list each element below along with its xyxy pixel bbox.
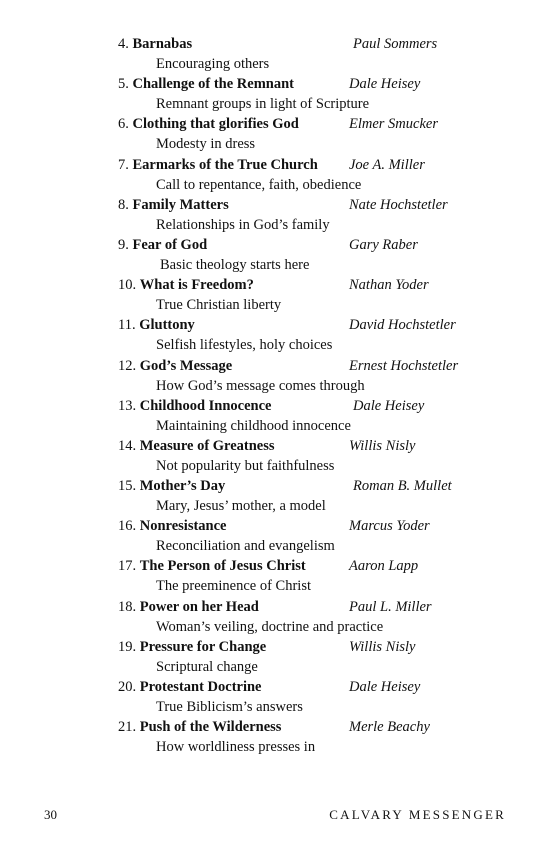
entry-heading: [118, 476, 225, 496]
entry-description: Woman’s veiling, doctrine and practice: [156, 618, 384, 635]
entry-number: 15.: [118, 478, 137, 495]
entry-heading: [118, 74, 294, 94]
entry-author: Aaron Lapp: [349, 558, 419, 575]
entry-title: Push of the Wilderness: [139, 719, 282, 736]
entry-author: Elmer Smucker: [349, 116, 438, 133]
entry-author: Nathan Yoder: [349, 277, 429, 294]
entry-description: Selfish lifestyles, holy choices: [156, 337, 333, 354]
entry-number: 16.: [118, 518, 137, 535]
entry-heading: [118, 275, 254, 295]
entry-title: Power on her Head: [139, 598, 259, 615]
list-item: [118, 275, 538, 315]
entry-title: God’s Message: [139, 357, 233, 374]
list-item: [118, 195, 538, 235]
list-item: [118, 597, 538, 637]
entry-title: Clothing that glorifies God: [132, 116, 299, 133]
entry-number: 20.: [118, 679, 137, 695]
entry-heading: [118, 556, 306, 576]
entry-description: Reconciliation and evangelism: [156, 538, 335, 555]
list-item: [118, 677, 538, 717]
list-item: [118, 717, 538, 757]
entry-author: Willis Nisly: [349, 638, 416, 655]
list-item: [118, 516, 538, 556]
entry-author: Paul L. Miller: [349, 598, 432, 615]
entry-title: Gluttony: [139, 317, 195, 334]
entry-author: Nate Hochstetler: [349, 196, 448, 213]
list-item: [118, 476, 538, 516]
entry-description: Call to repentance, faith, obedience: [156, 176, 362, 193]
entry-title: Fear of God: [132, 236, 208, 253]
entry-title: Childhood Innocence: [139, 397, 272, 414]
list-item: [118, 556, 538, 596]
list-item: [118, 114, 538, 154]
page-number: 30: [44, 807, 57, 822]
entry-number: 8.: [118, 196, 129, 213]
entry-heading: [118, 597, 259, 617]
entry-number: 4.: [118, 36, 129, 52]
entry-description: Not popularity but faithfulness: [156, 457, 335, 474]
entry-author: Dale Heisey: [349, 76, 421, 93]
entry-description: True Biblicism’s answers: [156, 699, 303, 715]
entry-number: 11.: [118, 317, 136, 334]
list-item: [118, 637, 538, 677]
entry-number: 5.: [118, 76, 129, 93]
entry-author: Dale Heisey: [349, 679, 421, 695]
list-item: [118, 74, 538, 114]
entry-title: Earmarks of the True Church: [132, 156, 318, 173]
entry-description: Scriptural change: [156, 658, 258, 675]
entry-number: 21.: [118, 719, 137, 736]
entry-title: Protestant Doctrine: [139, 679, 262, 695]
entry-description: True Christian liberty: [156, 297, 282, 314]
list-item: [118, 356, 538, 396]
entry-description: Remnant groups in light of Scripture: [156, 96, 370, 113]
entry-author: David Hochstetler: [349, 317, 456, 334]
entry-number: 12.: [118, 357, 137, 374]
entry-heading: [118, 356, 232, 376]
entry-author: Dale Heisey: [353, 397, 425, 414]
entry-description: Encouraging others: [156, 56, 270, 72]
entry-number: 10.: [118, 277, 137, 294]
entry-author: Marcus Yoder: [349, 518, 430, 535]
entry-title: Measure of Greatness: [139, 437, 275, 454]
entry-title: Nonresistance: [139, 518, 227, 535]
entry-title: Challenge of the Remnant: [132, 76, 295, 93]
entry-heading: [118, 677, 262, 697]
entry-number: 19.: [118, 638, 137, 655]
publication-name: CALVARY MESSENGER: [329, 807, 506, 822]
entry-title: What is Freedom?: [139, 277, 254, 294]
entry-number: 7.: [118, 156, 129, 173]
entry-author: Joe A. Miller: [349, 156, 425, 173]
entry-description: Basic theology starts here: [160, 256, 310, 273]
entry-description: Maintaining childhood innocence: [156, 417, 351, 434]
entry-heading: [118, 315, 195, 335]
entry-heading: [118, 114, 299, 134]
list-item: [118, 436, 538, 476]
entry-description: How God’s message comes through: [156, 377, 365, 394]
list-item: [118, 155, 538, 195]
entry-author: Ernest Hochstetler: [349, 357, 459, 374]
entry-heading: [118, 155, 318, 175]
entry-heading: [118, 717, 281, 737]
entry-title: Pressure for Change: [139, 638, 267, 655]
entry-heading: [118, 235, 207, 255]
entry-number: 13.: [118, 397, 137, 414]
entry-heading: [118, 516, 226, 536]
entry-description: The preeminence of Christ: [156, 578, 312, 595]
entry-heading: [118, 34, 192, 54]
entry-number: 17.: [118, 558, 137, 575]
entry-number: 9.: [118, 236, 129, 253]
entry-title: Family Matters: [132, 196, 229, 213]
entry-heading: [118, 436, 275, 456]
entry-author: Merle Beachy: [349, 719, 430, 736]
entry-description: Mary, Jesus’ mother, a model: [156, 498, 326, 515]
entry-heading: [118, 396, 272, 416]
list-item: [118, 396, 538, 436]
entry-title: The Person of Jesus Christ: [139, 558, 306, 575]
entry-author: Roman B. Mullet: [353, 478, 452, 495]
list-item: [118, 315, 538, 355]
entry-description: Relationships in God’s family: [156, 216, 330, 233]
entry-title: Mother’s Day: [139, 478, 226, 495]
entry-number: 18.: [118, 598, 137, 615]
entry-description: How worldliness presses in: [156, 739, 316, 756]
entry-description: Modesty in dress: [156, 136, 256, 153]
entry-heading: [118, 195, 229, 215]
entry-heading: [118, 637, 266, 657]
entry-author: Gary Raber: [349, 236, 418, 253]
entry-number: 14.: [118, 437, 137, 454]
entry-title: Barnabas: [132, 36, 193, 52]
entry-author: Willis Nisly: [349, 437, 416, 454]
entry-number: 6.: [118, 116, 129, 133]
sermon-list: [118, 34, 538, 757]
entry-author: Paul Sommers: [353, 36, 438, 52]
list-item: [118, 34, 538, 74]
list-item: [118, 235, 538, 275]
